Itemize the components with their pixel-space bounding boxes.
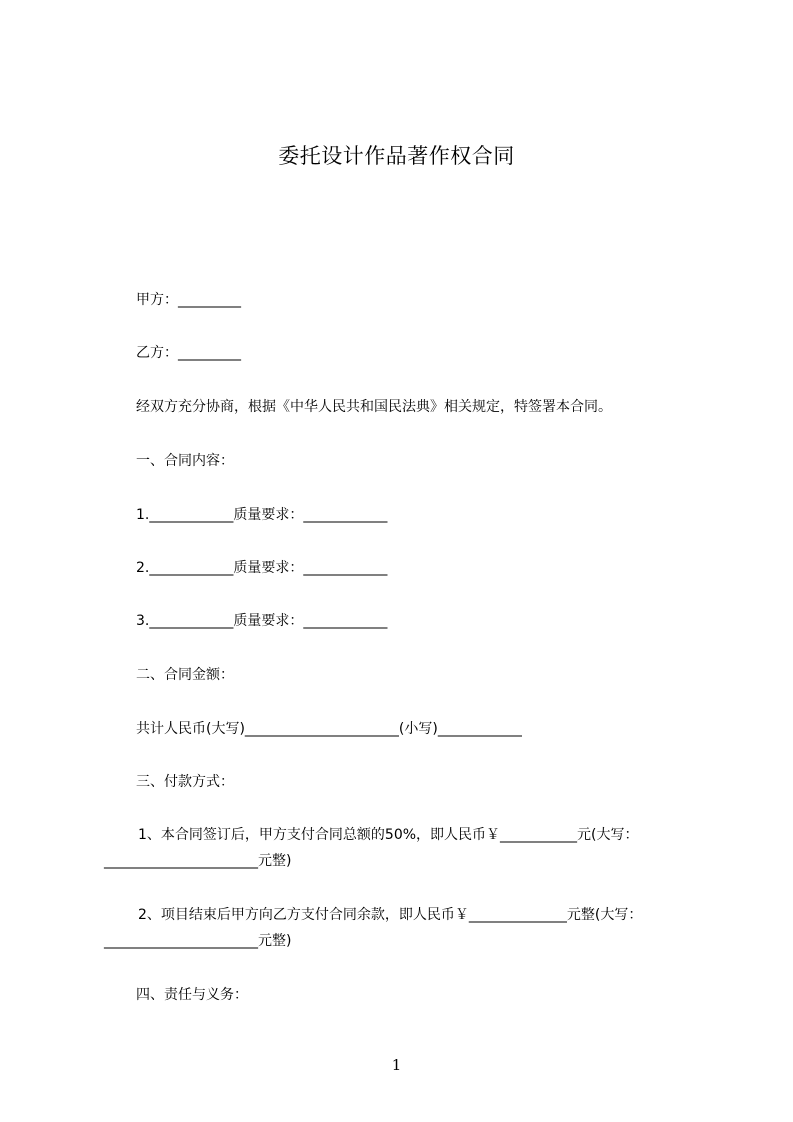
section-heading-contract-content: 一、合同内容：: [136, 453, 234, 469]
preamble-text: 经双方充分协商，根据《中华人民共和国民法典》相关规定，特签署本合同。: [136, 399, 612, 415]
page-number: 1: [391, 1056, 402, 1074]
section-heading-payment-method: 三、付款方式：: [136, 774, 234, 790]
payment-clause-2-line-2: ______________________元整): [104, 933, 292, 949]
party-b-line: 乙方：_________: [136, 345, 241, 361]
section-heading-contract-amount: 二、合同金额：: [136, 667, 234, 683]
payment-clause-1-line-1: 1、本合同签订后，甲方支付合同总额的50%，即人民币￥___________元(大写：: [138, 827, 639, 843]
contract-amount-line: 共计人民币(大写)______________________(小写)____________: [136, 721, 522, 737]
document-title: 委托设计作品著作权合同: [278, 144, 515, 168]
payment-clause-2-line-1: 2、项目结束后甲方向乙方支付合同余款，即人民币￥______________元整(大写：: [138, 907, 643, 923]
party-a-line: 甲方：_________: [136, 292, 241, 308]
payment-clause-1-line-2: ______________________元整): [104, 853, 292, 869]
contract-item-2: 2.____________质量要求：____________: [136, 560, 388, 576]
section-heading-responsibilities: 四、责任与义务：: [136, 987, 248, 1003]
contract-item-3: 3.____________质量要求：____________: [136, 613, 388, 629]
contract-item-1: 1.____________质量要求：____________: [136, 507, 388, 523]
